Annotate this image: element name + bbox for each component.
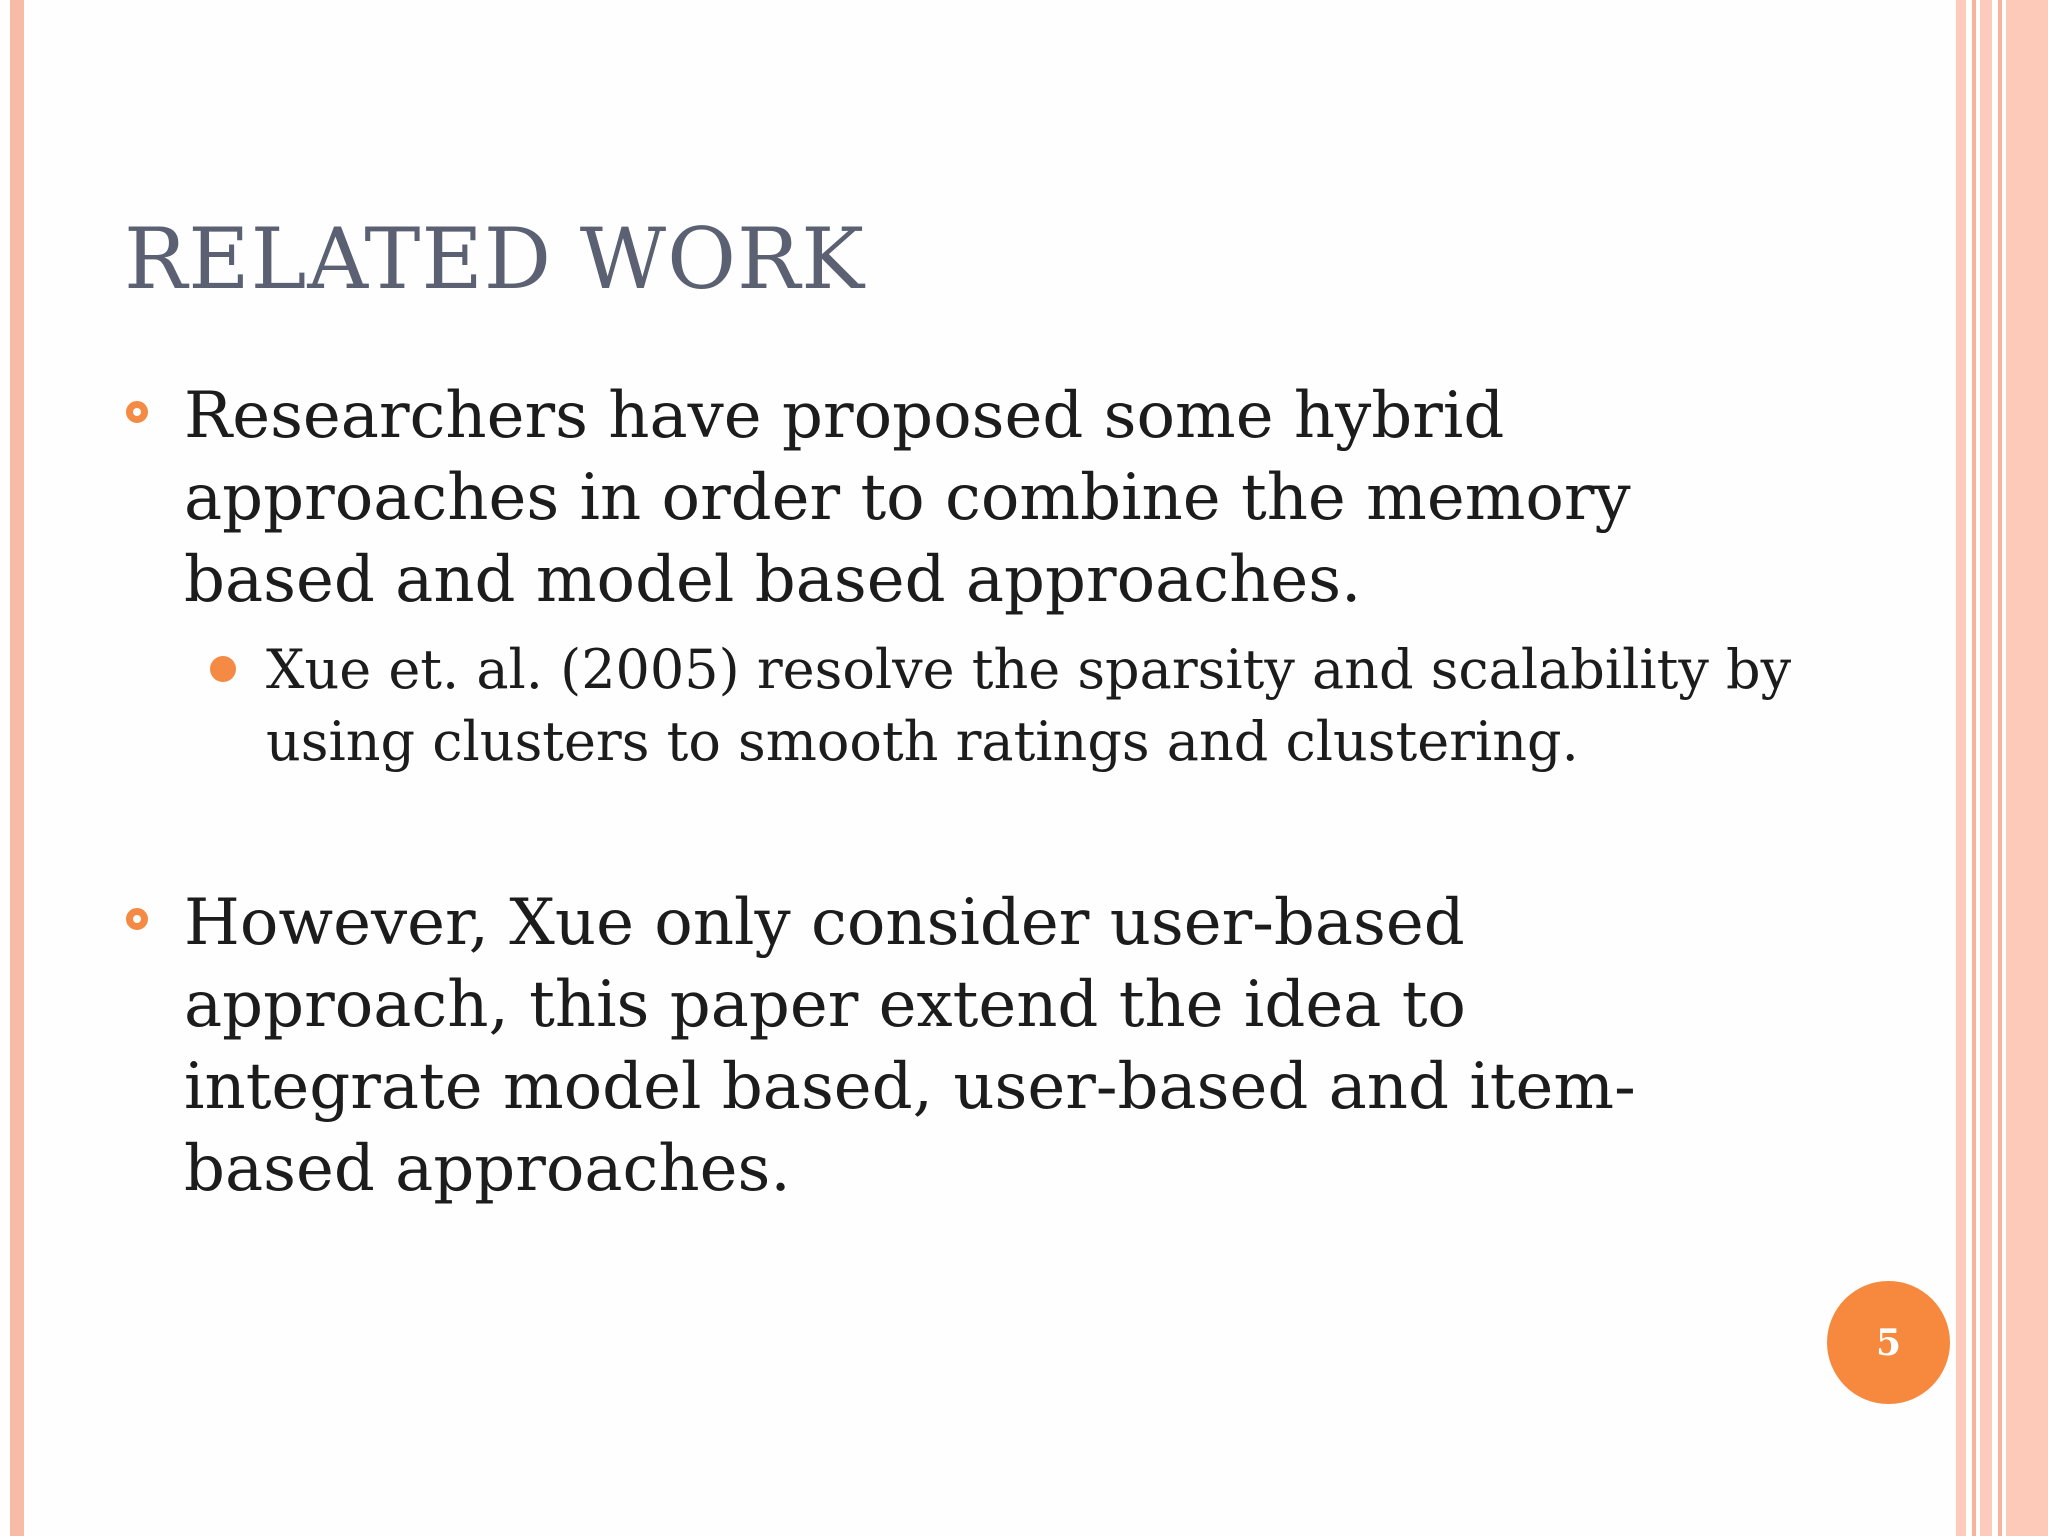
bullet-item [184, 375, 1784, 621]
bullet-text: However, Xue only consider user-based approach, this paper extend the idea to integrate model based, user-based and item-based approaches. [184, 886, 1636, 1206]
bullet-text: Researchers have proposed some hybrid approaches in order to combine the memory based and model based approaches. [184, 379, 1631, 617]
dot-bullet-icon [210, 656, 236, 682]
decorative-stripe-right [1980, 0, 1992, 1536]
decorative-stripe-right [1998, 0, 2002, 1536]
sub-bullet-text: Xue et. al. (2005) resolve the sparsity and scalability by using clusters to smooth ratings and clustering. [266, 638, 1792, 773]
decorative-stripe-right [2006, 0, 2048, 1536]
ring-bullet-icon [126, 401, 148, 423]
sub-bullet-item [266, 634, 1806, 778]
decorative-stripe-left [10, 0, 24, 1536]
decorative-stripe-right [1972, 0, 1976, 1536]
decorative-stripe-right [1956, 0, 1966, 1536]
bullet-item [184, 882, 1784, 1210]
ring-bullet-icon [126, 908, 148, 930]
slide-title: RELATED WORK [124, 210, 866, 308]
slide-number-badge: 5 [1827, 1281, 1950, 1404]
